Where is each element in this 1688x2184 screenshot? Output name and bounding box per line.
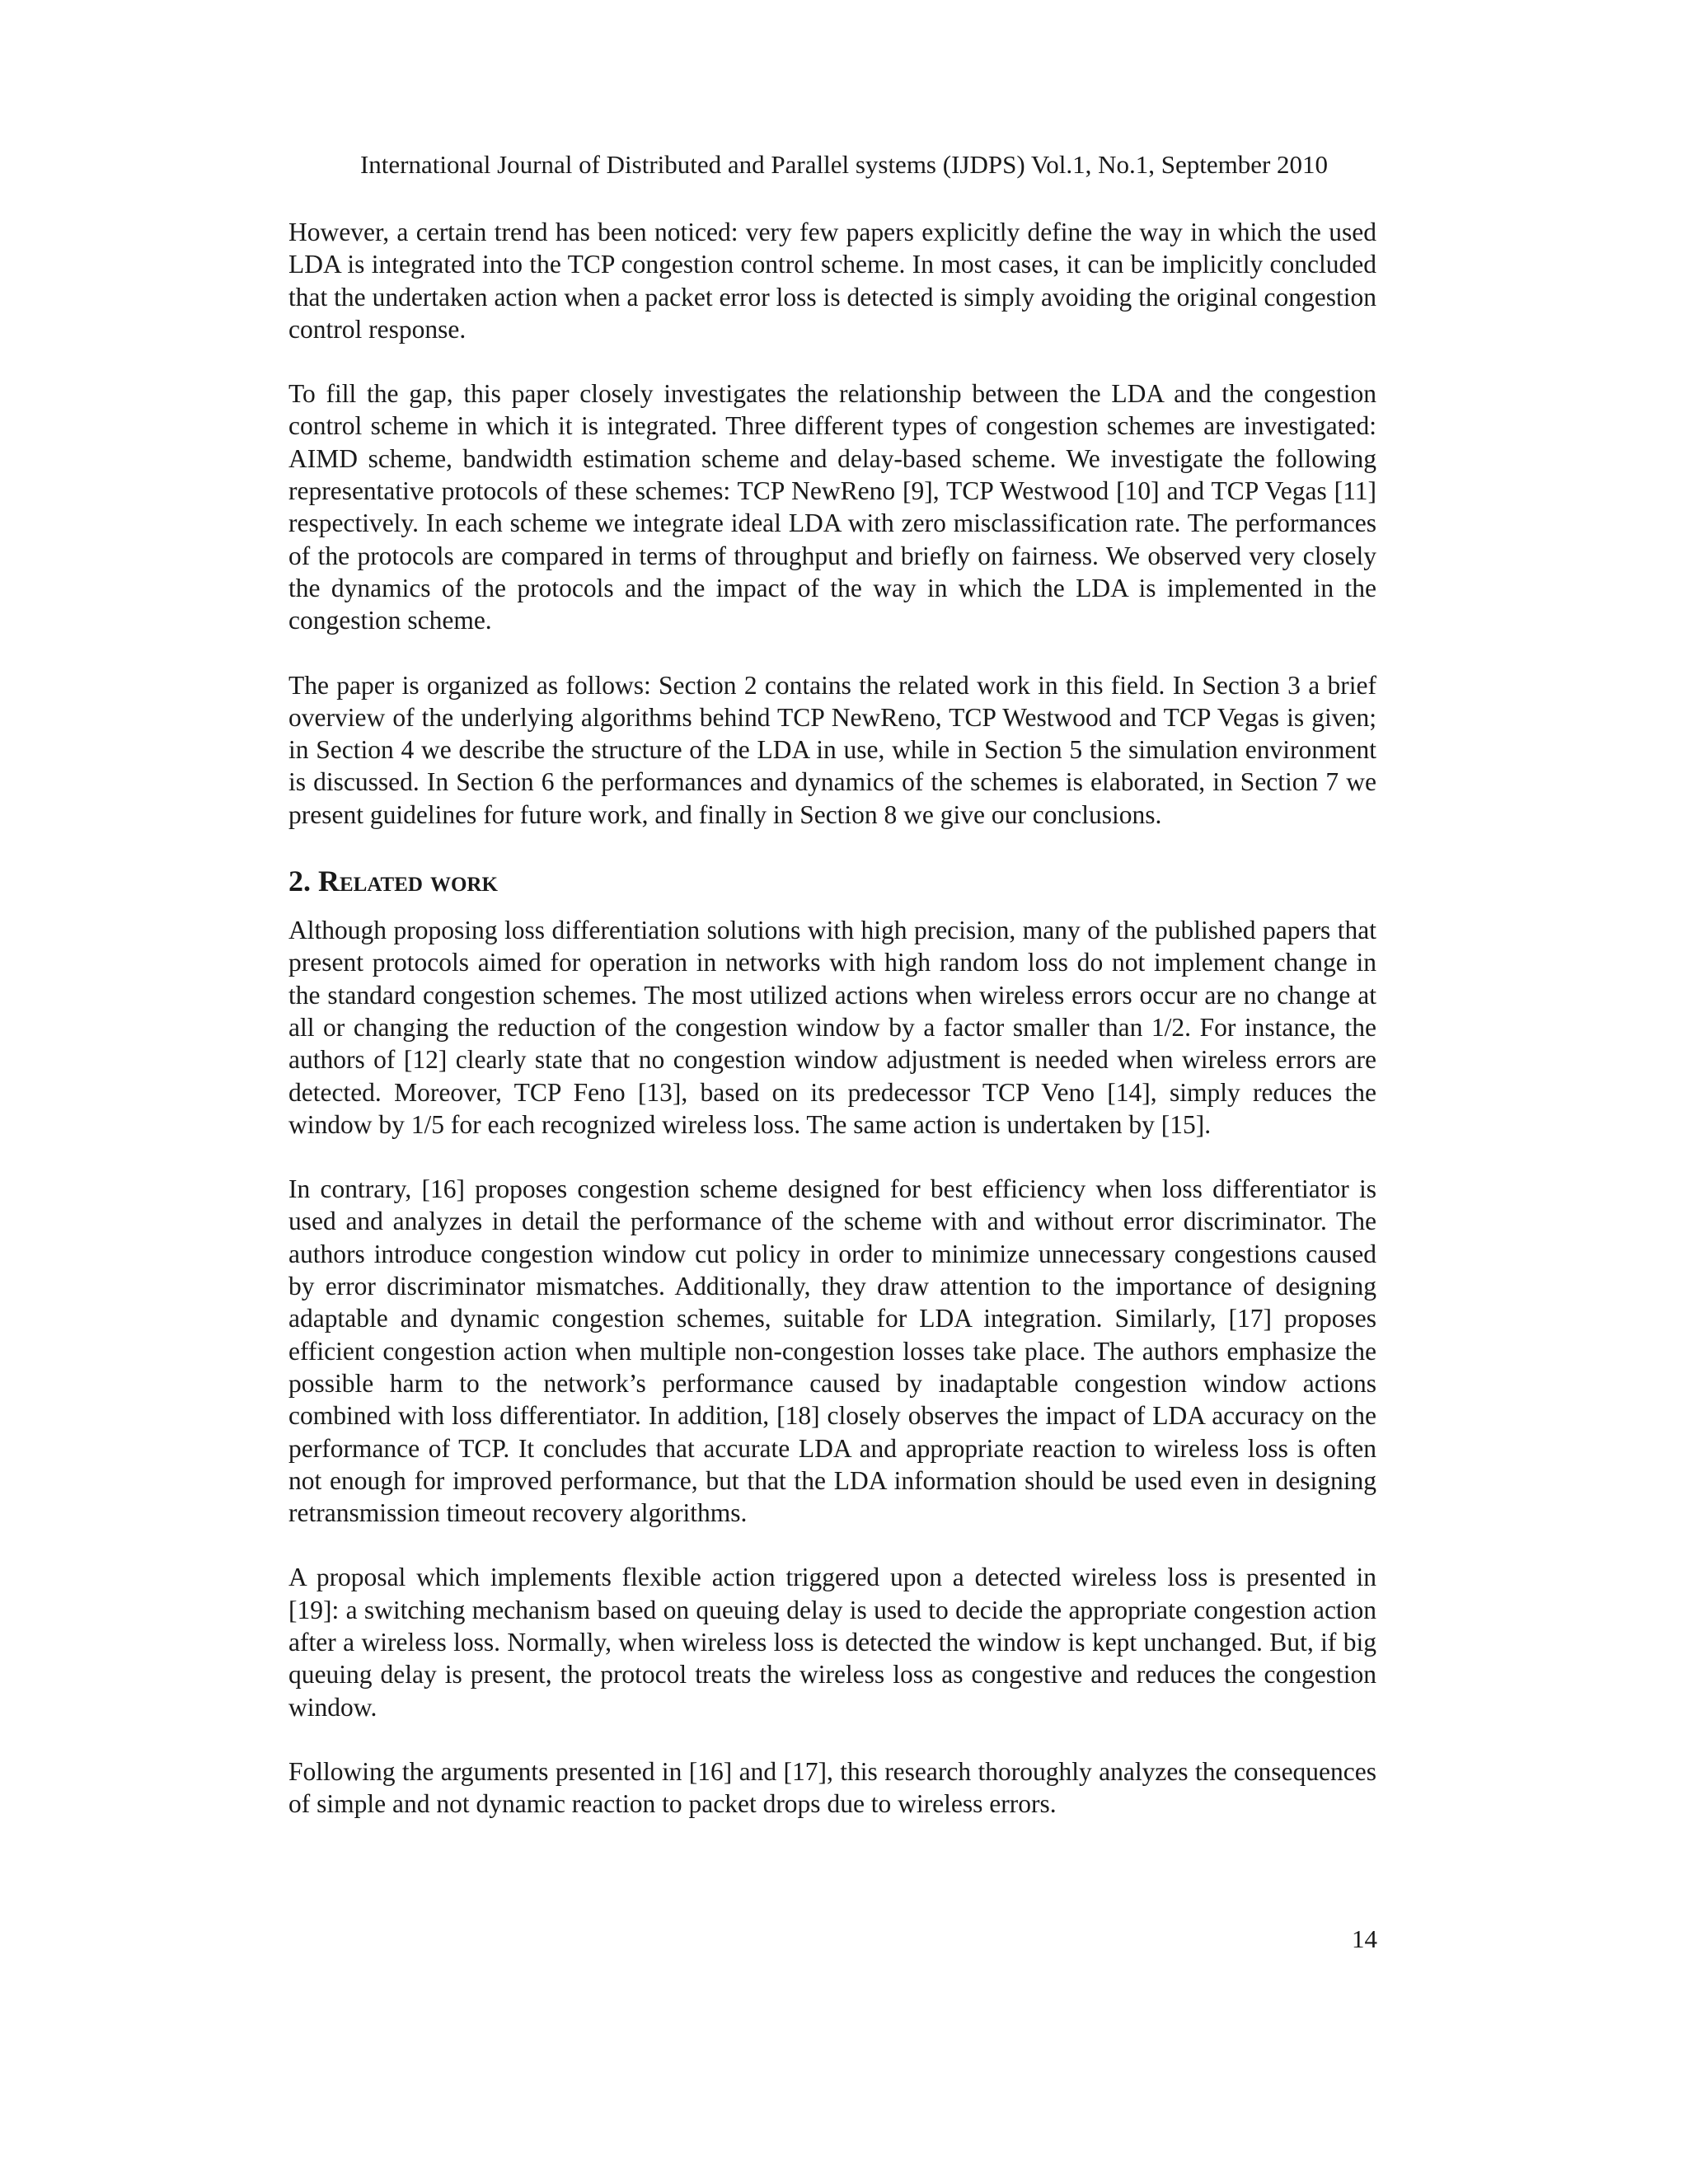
- related-work-paragraph-2: In contrary, [16] proposes congestion scheme designed for best efficiency when loss differentiator is used and analyzes in detail the performance of the scheme with and without error discriminator. The authors introduce congestion window cut policy in order to minimize unnecessary congestions caused by error discriminator mismatches. Additionally, they draw attention to the importance of designing adaptable and dynamic congestion schemes, suitable for LDA integration. Similarly, [17] proposes efficient congestion action when multiple non-congestion losses take place. The authors emphasize the possible harm to the network’s performance caused by inadaptable congestion window actions combined with loss differentiator. In addition, [18] closely observes the impact of LDA accuracy on the performance of TCP. It concludes that accurate LDA and appropriate reaction to wireless loss is often not enough for improved performance, but that the LDA information should be used even in designing retransmission timeout recovery algorithms.: [288, 1174, 1376, 1528]
- page-body: [288, 216, 1376, 1820]
- section-title: Related work: [318, 865, 498, 898]
- page-number: 14: [1352, 1924, 1377, 1953]
- intro-paragraph-2: To fill the gap, this paper closely investigates the relationship between the LDA and the congestion control scheme in which it is integrated. Three different types of congestion schemes are investigated: AIMD scheme, bandwidth estimation scheme and delay-based scheme. We investigate the following representative protocols of these schemes: TCP NewReno [9], TCP Westwood [10] and TCP Vegas [11] respectively. In each scheme we integrate ideal LDA with zero misclassification rate. The performances of the protocols are compared in terms of throughput and briefly on fairness. We observed very closely the dynamics of the protocols and the impact of the way in which the LDA is implemented in the congestion scheme.: [288, 379, 1376, 635]
- section-heading-related-work: [288, 863, 1376, 899]
- related-work-paragraph-3: A proposal which implements flexible action triggered upon a detected wireless loss is presented in [19]: a switching mechanism based on queuing delay is used to decide the appropriate congestion action after a wireless loss. Normally, when wireless loss is detected the window is kept unchanged. But, if big queuing delay is present, the protocol treats the wireless loss as congestive and reduces the congestion window.: [288, 1563, 1376, 1722]
- section-number: 2.: [288, 865, 311, 898]
- running-header: International Journal of Distributed and Parallel systems (IJDPS) Vol.1, No.1, September 2010: [359, 150, 1329, 179]
- related-work-paragraph-4: Following the arguments presented in [16] and [17], this research thoroughly analyzes the consequences of simple and not dynamic reaction to packet drops due to wireless errors.: [288, 1756, 1376, 1819]
- intro-paragraph-1: However, a certain trend has been noticed: very few papers explicitly define the way in which the used LDA is integrated into the TCP congestion control scheme. In most cases, it can be implicitly concluded that the undertaken action when a packet error loss is detected is simply avoiding the original congestion control response.: [288, 218, 1376, 344]
- related-work-paragraph-1: Although proposing loss differentiation solutions with high precision, many of the published papers that present protocols aimed for operation in networks with high random loss do not implement change in the standard congestion schemes. The most utilized actions when wireless errors occur are no change at all or changing the reduction of the congestion window by a factor smaller than 1/2. For instance, the authors of [12] clearly state that no congestion window adjustment is needed when wireless errors are detected. Moreover, TCP Feno [13], based on its predecessor TCP Veno [14], simply reduces the window by 1/5 for each recognized wireless loss. The same action is undertaken by [15].: [288, 916, 1376, 1139]
- intro-paragraph-3: The paper is organized as follows: Section 2 contains the related work in this field. In Section 3 a brief overview of the underlying algorithms behind TCP NewReno, TCP Westwood and TCP Vegas is given; in Section 4 we describe the structure of the LDA in use, while in Section 5 the simulation environment is discussed. In Section 6 the performances and dynamics of the schemes is elaborated, in Section 7 we present guidelines for future work, and finally in Section 8 we give our conclusions.: [288, 670, 1376, 829]
